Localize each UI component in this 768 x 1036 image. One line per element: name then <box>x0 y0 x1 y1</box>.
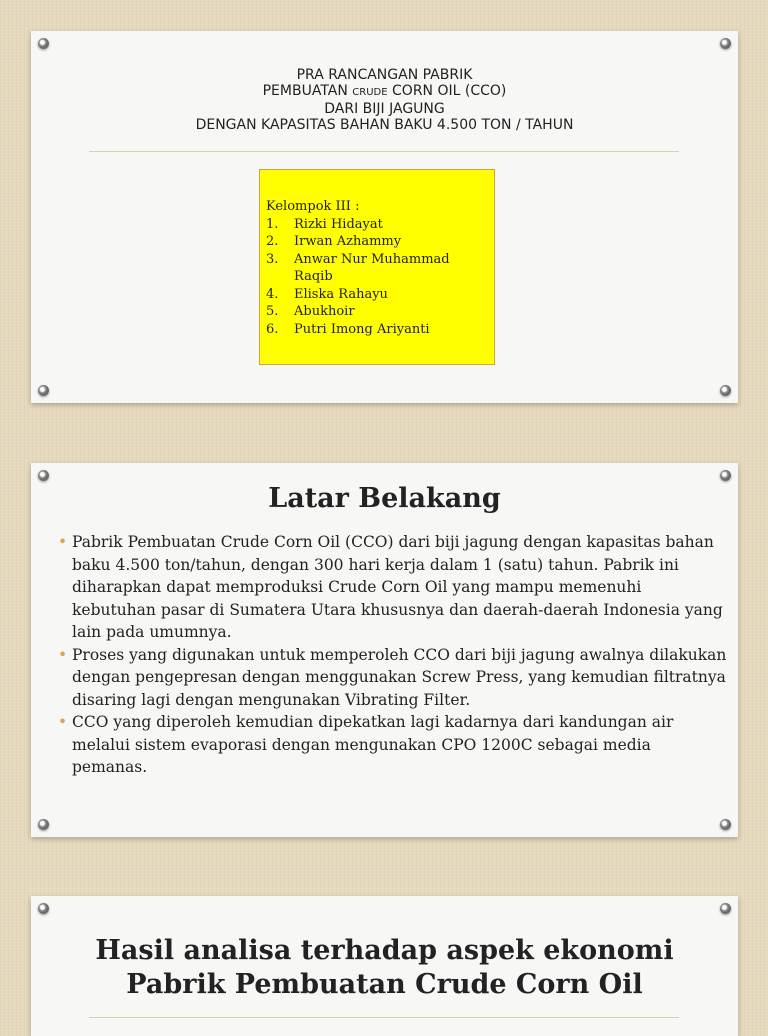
bullet-list <box>58 531 728 779</box>
member-item <box>266 251 488 286</box>
pin-icon <box>38 470 49 481</box>
pin-icon <box>720 819 731 830</box>
pin-icon <box>38 819 49 830</box>
group-members-box <box>259 169 495 365</box>
title-line-3: DARI BIJI JAGUNG <box>324 101 445 117</box>
pin-icon <box>38 38 49 49</box>
bullet-text: Proses yang digunakan untuk memperoleh CCO dari biji jagung awalnya dilakukan dengan pengepresan dengan menggunakan Screw Press, yang kemudian filtratnya disaring lagi dengan mengunakan Vibrating Filter. <box>72 645 727 709</box>
bullet-icon: • <box>58 713 68 731</box>
slide-heading: Latar Belakang <box>268 483 501 514</box>
bullet-item <box>58 644 728 712</box>
bullet-item <box>58 711 728 779</box>
title-line-2-post: CORN OIL (CCO) <box>387 83 507 99</box>
divider <box>89 151 679 152</box>
member-number: 6. <box>266 321 279 337</box>
bullet-text: Pabrik Pembuatan Crude Corn Oil (CCO) dari biji jagung dengan kapasitas bahan baku 4.500 ton/tahun, dengan 300 hari kerja dalam 1 (satu) tahun. Pabrik ini diharapkan dapat memproduksi Crude Corn Oil yang mampu memenuhi kebutuhan pasar di Sumatera Utara khususnya dan daerah-daerah Indonesia yang lain pada umumnya. <box>72 533 723 641</box>
member-number: 1. <box>266 216 279 232</box>
pin-icon <box>38 903 49 914</box>
divider <box>89 1017 679 1018</box>
title-line-2 <box>31 83 738 101</box>
member-number: 3. <box>266 251 279 267</box>
group-label: Kelompok III : <box>266 199 360 214</box>
pin-icon <box>720 903 731 914</box>
bullet-text: CCO yang diperoleh kemudian dipekatkan lagi kadarnya dari kandungan air melalui sistem evaporasi dengan mengunakan CPO 1200C sebagai media pemanas. <box>72 713 674 776</box>
bullet-icon: • <box>58 645 68 664</box>
heading-line-2: Pabrik Pembuatan Crude Corn Oil <box>126 969 643 1000</box>
member-name: Putri Imong Ariyanti <box>294 321 430 337</box>
slide-title <box>31 31 738 403</box>
member-number: 2. <box>266 234 279 249</box>
member-list <box>266 216 488 339</box>
member-name: Irwan Azhammy <box>294 234 402 249</box>
slide-background <box>31 463 738 837</box>
title-line-2-pre: PEMBUATAN <box>262 83 353 99</box>
member-name: Abukhoir <box>294 304 355 319</box>
member-name: Eliska Rahayu <box>294 286 388 302</box>
member-item <box>266 303 488 321</box>
bullet-icon: • <box>58 533 68 551</box>
bullet-item <box>58 531 728 644</box>
slide-title-text <box>31 67 738 133</box>
member-number: 5. <box>266 304 279 319</box>
member-item <box>266 233 488 251</box>
slide-heading <box>31 934 738 1002</box>
pin-icon <box>720 38 731 49</box>
slide-economics <box>31 896 738 1036</box>
title-line-4: DENGAN KAPASITAS BAHAN BAKU 4.500 TON / TAHUN <box>195 117 574 133</box>
member-number: 4. <box>266 286 279 302</box>
member-name: Anwar Nur Muhammad Raqib <box>294 251 450 284</box>
heading-line-1: Hasil analisa terhadap aspek ekonomi <box>95 935 674 966</box>
title-line-1: PRA RANCANGAN PABRIK <box>296 67 473 83</box>
title-line-2-small: CRUDE <box>352 87 388 98</box>
pin-icon <box>720 470 731 481</box>
member-item <box>266 321 488 339</box>
member-name: Rizki Hidayat <box>294 216 383 232</box>
pin-icon <box>720 385 731 396</box>
pin-icon <box>38 385 49 396</box>
member-item <box>266 286 488 304</box>
member-item <box>266 216 488 234</box>
